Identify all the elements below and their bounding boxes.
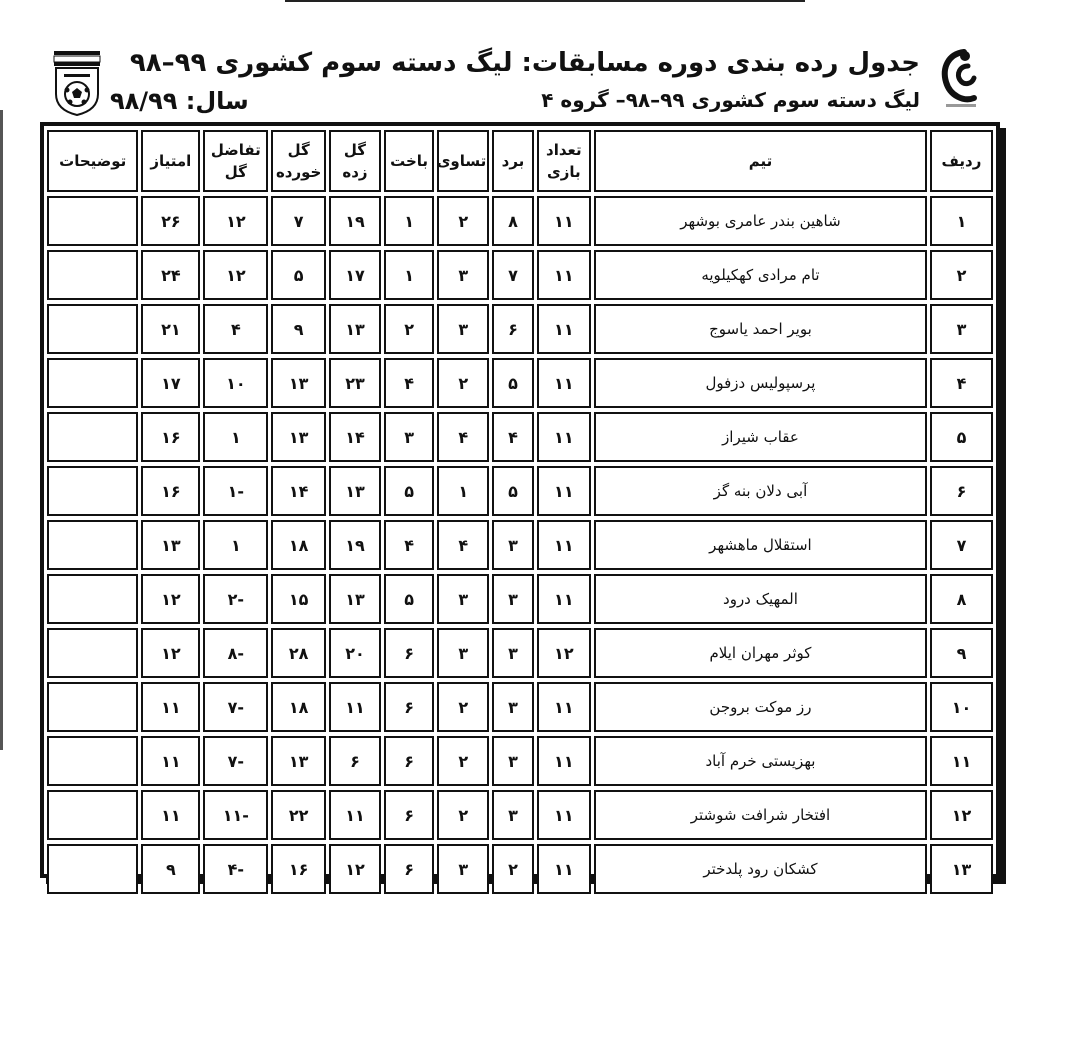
- cell-team: کوثر مهران ایلام: [594, 628, 927, 678]
- cell-notes: [47, 412, 138, 462]
- col-header-win: برد: [492, 130, 533, 192]
- table-header-row: [47, 130, 993, 192]
- cell-loss: ۴: [384, 520, 434, 570]
- cell-team: بهزیستی خرم آباد: [594, 736, 927, 786]
- cell-rank: ۱۳: [930, 844, 993, 894]
- table-row: [47, 682, 993, 732]
- cell-rank: ۱: [930, 196, 993, 246]
- cell-draw: ۴: [437, 412, 489, 462]
- standings-table-frame: [40, 122, 1000, 878]
- table-row: [47, 844, 993, 894]
- cell-games: ۱۱: [537, 520, 591, 570]
- cell-goals-for: ۱۳: [329, 574, 381, 624]
- cell-rank: ۴: [930, 358, 993, 408]
- cell-goals-against: ۱۴: [271, 466, 325, 516]
- cell-points: ۹: [141, 844, 200, 894]
- cell-goal-diff: -۲: [203, 574, 268, 624]
- table-row: [47, 250, 993, 300]
- col-header-loss: باخت: [384, 130, 434, 192]
- cell-goals-for: ۱۱: [329, 682, 381, 732]
- cell-win: ۸: [492, 196, 533, 246]
- cell-notes: [47, 196, 138, 246]
- cell-points: ۲۴: [141, 250, 200, 300]
- cell-goal-diff: -۱۱: [203, 790, 268, 840]
- col-header-goal-diff: تفاضل گل: [203, 130, 268, 192]
- cell-draw: ۴: [437, 520, 489, 570]
- cell-games: ۱۱: [537, 196, 591, 246]
- cell-points: ۱۱: [141, 682, 200, 732]
- cell-notes: [47, 844, 138, 894]
- cell-rank: ۱۲: [930, 790, 993, 840]
- cell-rank: ۸: [930, 574, 993, 624]
- cell-goals-for: ۱۷: [329, 250, 381, 300]
- cell-draw: ۳: [437, 628, 489, 678]
- cell-goals-against: ۱۳: [271, 736, 325, 786]
- cell-goals-against: ۱۸: [271, 682, 325, 732]
- cell-rank: ۱۱: [930, 736, 993, 786]
- cell-goal-diff: -۱: [203, 466, 268, 516]
- cell-goals-for: ۱۱: [329, 790, 381, 840]
- cell-goals-for: ۲۳: [329, 358, 381, 408]
- cell-loss: ۶: [384, 736, 434, 786]
- cell-draw: ۲: [437, 358, 489, 408]
- page-title: جدول رده بندی دوره مسابقات: لیگ دسته سوم کشوری ۹۹–۹۸: [129, 48, 920, 78]
- cell-win: ۳: [492, 682, 533, 732]
- cell-draw: ۲: [437, 196, 489, 246]
- cell-rank: ۲: [930, 250, 993, 300]
- cell-rank: ۶: [930, 466, 993, 516]
- left-page-edge: [0, 110, 3, 750]
- cell-games: ۱۱: [537, 574, 591, 624]
- standings-table: [44, 126, 996, 898]
- cell-loss: ۱: [384, 196, 434, 246]
- table-row: [47, 520, 993, 570]
- cell-goal-diff: ۱۰: [203, 358, 268, 408]
- cell-games: ۱۱: [537, 790, 591, 840]
- cell-win: ۳: [492, 520, 533, 570]
- cell-team: کشکان رود پلدختر: [594, 844, 927, 894]
- cell-notes: [47, 358, 138, 408]
- cell-notes: [47, 304, 138, 354]
- cell-rank: ۹: [930, 628, 993, 678]
- cell-win: ۳: [492, 790, 533, 840]
- cell-games: ۱۱: [537, 412, 591, 462]
- cell-draw: ۲: [437, 736, 489, 786]
- cell-points: ۲۶: [141, 196, 200, 246]
- season-year: سال: ۹۸/۹۹: [110, 87, 249, 115]
- table-row: [47, 412, 993, 462]
- cell-goals-against: ۷: [271, 196, 325, 246]
- cell-team: استقلال ماهشهر: [594, 520, 927, 570]
- cell-team: عقاب شیراز: [594, 412, 927, 462]
- cell-goals-for: ۶: [329, 736, 381, 786]
- cell-points: ۱۷: [141, 358, 200, 408]
- cell-team: المهیک درود: [594, 574, 927, 624]
- cell-rank: ۵: [930, 412, 993, 462]
- cell-goal-diff: -۴: [203, 844, 268, 894]
- cell-notes: [47, 520, 138, 570]
- col-header-games: تعداد بازی: [537, 130, 591, 192]
- cell-notes: [47, 736, 138, 786]
- cell-win: ۳: [492, 628, 533, 678]
- cell-goals-against: ۹: [271, 304, 325, 354]
- cell-goals-for: ۱۴: [329, 412, 381, 462]
- cell-win: ۳: [492, 736, 533, 786]
- cell-goals-against: ۱۵: [271, 574, 325, 624]
- top-scan-line: [285, 0, 805, 2]
- cell-points: ۱۱: [141, 790, 200, 840]
- table-row: [47, 790, 993, 840]
- cell-team: پرسپولیس دزفول: [594, 358, 927, 408]
- cell-rank: ۷: [930, 520, 993, 570]
- standings-body: [47, 196, 993, 894]
- cell-rank: ۱۰: [930, 682, 993, 732]
- cell-goal-diff: -۷: [203, 736, 268, 786]
- cell-points: ۱۲: [141, 628, 200, 678]
- cell-goal-diff: ۱۲: [203, 250, 268, 300]
- cell-draw: ۳: [437, 844, 489, 894]
- cell-team: افتخار شرافت شوشتر: [594, 790, 927, 840]
- cell-goals-for: ۲۰: [329, 628, 381, 678]
- cell-games: ۱۱: [537, 466, 591, 516]
- cell-goals-against: ۵: [271, 250, 325, 300]
- cell-games: ۱۱: [537, 844, 591, 894]
- cell-notes: [47, 466, 138, 516]
- cell-points: ۲۱: [141, 304, 200, 354]
- cell-goals-against: ۱۸: [271, 520, 325, 570]
- cell-games: ۱۱: [537, 682, 591, 732]
- cell-games: ۱۱: [537, 736, 591, 786]
- cell-loss: ۶: [384, 790, 434, 840]
- table-row: [47, 574, 993, 624]
- cell-notes: [47, 250, 138, 300]
- table-row: [47, 628, 993, 678]
- cell-games: ۱۲: [537, 628, 591, 678]
- table-row: [47, 466, 993, 516]
- cell-win: ۵: [492, 466, 533, 516]
- cell-notes: [47, 574, 138, 624]
- cell-goals-against: ۲۸: [271, 628, 325, 678]
- cell-win: ۷: [492, 250, 533, 300]
- league-emblem-icon: [938, 48, 982, 110]
- cell-draw: ۲: [437, 790, 489, 840]
- cell-points: ۱۲: [141, 574, 200, 624]
- cell-loss: ۳: [384, 412, 434, 462]
- cell-win: ۴: [492, 412, 533, 462]
- federation-logo-icon: [52, 50, 102, 116]
- cell-win: ۳: [492, 574, 533, 624]
- cell-goals-against: ۱۶: [271, 844, 325, 894]
- cell-draw: ۳: [437, 250, 489, 300]
- cell-goal-diff: -۸: [203, 628, 268, 678]
- cell-notes: [47, 682, 138, 732]
- cell-team: رز موکت بروجن: [594, 682, 927, 732]
- cell-points: ۱۶: [141, 466, 200, 516]
- cell-goals-for: ۱۹: [329, 520, 381, 570]
- cell-goals-against: ۲۲: [271, 790, 325, 840]
- cell-team: شاهین بندر عامری بوشهر: [594, 196, 927, 246]
- cell-goals-against: ۱۳: [271, 358, 325, 408]
- page-subtitle: لیگ دسته سوم کشوری ۹۹–۹۸– گروه ۴: [541, 88, 920, 112]
- col-header-rank: ردیف: [930, 130, 993, 192]
- col-header-team: تیم: [594, 130, 927, 192]
- cell-goals-for: ۱۳: [329, 466, 381, 516]
- cell-goal-diff: ۴: [203, 304, 268, 354]
- col-header-goals-against: گل خورده: [271, 130, 325, 192]
- col-header-points: امتیاز: [141, 130, 200, 192]
- cell-notes: [47, 628, 138, 678]
- cell-goals-for: ۱۲: [329, 844, 381, 894]
- cell-draw: ۳: [437, 574, 489, 624]
- col-header-draw: تساوی: [437, 130, 489, 192]
- table-row: [47, 304, 993, 354]
- cell-games: ۱۱: [537, 250, 591, 300]
- col-header-goals-for: گل زده: [329, 130, 381, 192]
- cell-goals-against: ۱۳: [271, 412, 325, 462]
- cell-team: بویر احمد یاسوج: [594, 304, 927, 354]
- cell-games: ۱۱: [537, 358, 591, 408]
- cell-goal-diff: ۱: [203, 412, 268, 462]
- table-row: [47, 196, 993, 246]
- cell-loss: ۲: [384, 304, 434, 354]
- cell-goal-diff: ۱۲: [203, 196, 268, 246]
- cell-draw: ۱: [437, 466, 489, 516]
- col-header-notes: توضیحات: [47, 130, 138, 192]
- cell-goal-diff: -۷: [203, 682, 268, 732]
- cell-win: ۲: [492, 844, 533, 894]
- cell-loss: ۶: [384, 844, 434, 894]
- cell-team: آبی دلان بنه گز: [594, 466, 927, 516]
- cell-win: ۵: [492, 358, 533, 408]
- table-row: [47, 358, 993, 408]
- cell-loss: ۶: [384, 682, 434, 732]
- cell-loss: ۵: [384, 574, 434, 624]
- cell-win: ۶: [492, 304, 533, 354]
- cell-loss: ۴: [384, 358, 434, 408]
- cell-team: تام مرادی کهکیلویه: [594, 250, 927, 300]
- cell-games: ۱۱: [537, 304, 591, 354]
- table-row: [47, 736, 993, 786]
- cell-points: ۱۶: [141, 412, 200, 462]
- cell-draw: ۲: [437, 682, 489, 732]
- cell-goals-for: ۱۹: [329, 196, 381, 246]
- cell-points: ۱۱: [141, 736, 200, 786]
- cell-goals-for: ۱۳: [329, 304, 381, 354]
- cell-points: ۱۳: [141, 520, 200, 570]
- cell-draw: ۳: [437, 304, 489, 354]
- cell-rank: ۳: [930, 304, 993, 354]
- cell-loss: ۶: [384, 628, 434, 678]
- cell-goal-diff: ۱: [203, 520, 268, 570]
- cell-loss: ۱: [384, 250, 434, 300]
- cell-loss: ۵: [384, 466, 434, 516]
- cell-notes: [47, 790, 138, 840]
